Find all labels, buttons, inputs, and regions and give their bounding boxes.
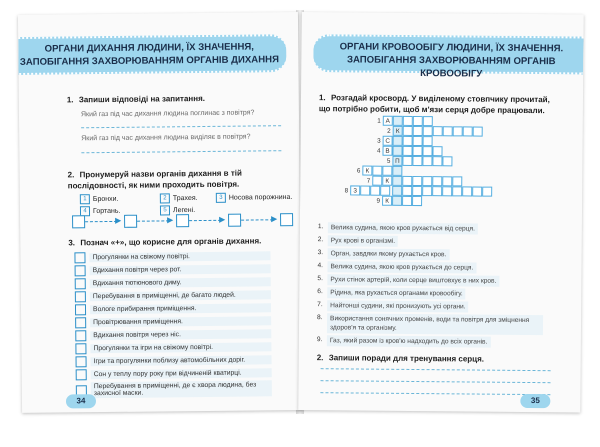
- crossword-cell[interactable]: [412, 156, 422, 166]
- crossword-highlight-cell[interactable]: [392, 196, 402, 206]
- crossword-cell[interactable]: [442, 156, 452, 166]
- crossword-clue: 9. Газ, який разом із кров'ю надходить до всіх органів.: [317, 335, 547, 348]
- left-question-2: 2. Пронумеруй назви органів дихання в тій послідовності, як ними проходить повітря.: [67, 168, 242, 191]
- crossword-cell[interactable]: [463, 126, 473, 136]
- crossword-clue: 5. Рухи стінок артерій, коли серце виштовхує в них кров.: [317, 274, 547, 287]
- organ-item: 4 Гортань.: [80, 206, 121, 216]
- checklist-item: Ігри та прогулянки поблизу автомобільних доріг.: [76, 354, 272, 367]
- checkbox[interactable]: [75, 291, 86, 302]
- checklist-item: Прогулянки на свіжому повітрі.: [74, 250, 270, 263]
- crossword-cell[interactable]: [482, 187, 492, 197]
- row-number: 2: [387, 127, 391, 135]
- crossword-cell[interactable]: [403, 116, 413, 126]
- checkbox[interactable]: [76, 369, 87, 380]
- checklist-item: Прогулянки та ігри на свіжому повітрі.: [75, 341, 271, 354]
- crossword-cell[interactable]: [372, 176, 382, 186]
- q1-sub-question-2: Який газ під час дихання людина виділяє в повітря?: [81, 133, 251, 143]
- organ-item: 1 Бронхи.: [80, 194, 119, 204]
- crossword-cell[interactable]: [433, 126, 443, 136]
- number-box[interactable]: 5: [160, 205, 170, 215]
- arrow-line: [137, 220, 169, 221]
- crossword-cell[interactable]: [402, 156, 412, 166]
- sequence-box[interactable]: [280, 213, 293, 226]
- checkbox[interactable]: [75, 343, 86, 354]
- crossword-cell[interactable]: [413, 116, 423, 126]
- number-box[interactable]: 4: [80, 206, 90, 216]
- crossword-clue: 6. Рідина, яка рухається органами кровообігу.: [317, 287, 547, 300]
- checkbox[interactable]: [75, 317, 86, 328]
- crossword-cell[interactable]: [402, 196, 412, 206]
- q1-sub-question-1: Який газ під час дихання людина поглинає з повітря?: [80, 109, 255, 119]
- checkbox[interactable]: [75, 265, 86, 276]
- answer-line[interactable]: [81, 125, 281, 128]
- row-number: 6: [356, 167, 361, 175]
- arrow-right-icon: ▶: [219, 214, 226, 224]
- organ-item: 3 Носова порожнина.: [216, 192, 293, 203]
- crossword-cell[interactable]: [412, 196, 422, 206]
- arrow-right-icon: ▶: [271, 214, 278, 224]
- crossword-cell[interactable]: [412, 176, 422, 186]
- crossword-cell[interactable]: [422, 186, 432, 196]
- crossword-cell[interactable]: [442, 186, 452, 196]
- right-page: [298, 12, 583, 412]
- checklist-item: Сон у теплу пору року при відчиненій кватирці.: [76, 367, 272, 380]
- crossword-cell[interactable]: [422, 146, 432, 156]
- number-box[interactable]: 2: [160, 193, 170, 203]
- crossword-cell[interactable]: К: [382, 196, 392, 206]
- number-box[interactable]: 1: [80, 194, 90, 204]
- crossword-cell[interactable]: [473, 127, 483, 137]
- crossword-cell[interactable]: [443, 126, 453, 136]
- row-number: 5: [386, 157, 391, 165]
- crossword-clue: 3. Орган, завдяки якому рухається кров.: [318, 248, 548, 261]
- crossword-cell[interactable]: [432, 176, 442, 186]
- answer-line[interactable]: [321, 380, 551, 383]
- left-page-title: ОРГАНИ ДИХАННЯ ЛЮДИНИ, ЇХ ЗНАЧЕННЯ, ЗАПОБІГАННЯ ЗАХВОРЮВАННЯМ ОРГАНІВ ДИХАННЯ: [18, 34, 286, 75]
- arrow-line: [189, 220, 221, 221]
- answer-line[interactable]: [81, 150, 281, 153]
- crossword-cell[interactable]: 3: [350, 185, 360, 195]
- crossword-cell[interactable]: [472, 187, 482, 197]
- crossword-cell[interactable]: [462, 186, 472, 196]
- checklist-item: Провітрювання приміщення.: [75, 315, 271, 328]
- right-question-2: 2. Запиши поради для тренування серця.: [316, 353, 485, 364]
- checklist-item: Вдихання повітря через ніс.: [75, 328, 271, 341]
- crossword-cell[interactable]: [452, 176, 462, 186]
- checklist-item: Вологе прибирання приміщення.: [75, 302, 271, 315]
- crossword-cell[interactable]: [423, 116, 433, 126]
- crossword-cell[interactable]: [412, 146, 422, 156]
- crossword-cell[interactable]: В: [382, 146, 392, 156]
- sequence-box[interactable]: [176, 214, 189, 227]
- checkbox[interactable]: [76, 356, 87, 367]
- crossword-cell[interactable]: [403, 126, 413, 136]
- crossword-cell[interactable]: С: [383, 136, 393, 146]
- crossword-highlight-cell[interactable]: П: [392, 156, 402, 166]
- crossword-clue: 7. Найтонші судини, які пронизують усі органи.: [317, 300, 547, 313]
- row-number: 3: [377, 137, 381, 145]
- sequence-box[interactable]: [124, 215, 137, 228]
- crossword-cell[interactable]: [422, 176, 432, 186]
- crossword-highlight-cell[interactable]: [392, 146, 402, 156]
- crossword-cell[interactable]: [402, 146, 412, 156]
- answer-line[interactable]: [321, 368, 551, 371]
- crossword-cell[interactable]: [402, 186, 412, 196]
- number-box[interactable]: 3: [216, 193, 226, 203]
- row-number: 7: [366, 177, 371, 185]
- crossword-cell[interactable]: [380, 186, 390, 196]
- crossword-cell[interactable]: [382, 166, 392, 176]
- arrow-line: [85, 221, 117, 222]
- crossword-cell[interactable]: [370, 186, 380, 196]
- crossword-clue: 4. Велика судина, якою кров рухається до серця.: [317, 261, 547, 274]
- sequence-box[interactable]: [228, 214, 241, 227]
- crossword-cell[interactable]: [372, 166, 382, 176]
- left-question-3: 3. Познач «+», що корисне для органів дихання.: [68, 236, 262, 248]
- crossword-clue: 8. Використання сонячних променів, води та повітря для зміцнення здоров'я та організму.: [317, 313, 547, 335]
- crossword-cell[interactable]: [423, 136, 433, 146]
- crossword-cell[interactable]: [432, 186, 442, 196]
- crossword-clue: 1. Велика судина, якою кров рухається від серця.: [318, 222, 548, 235]
- checkbox[interactable]: [75, 304, 86, 315]
- crossword-cell[interactable]: К: [382, 176, 392, 186]
- row-number: 8: [344, 187, 349, 195]
- crossword-cell[interactable]: [452, 186, 462, 196]
- crossword-highlight-cell[interactable]: [392, 166, 402, 176]
- answer-line[interactable]: [320, 392, 550, 395]
- crossword-cell[interactable]: [423, 126, 433, 136]
- crossword-cell[interactable]: [422, 156, 432, 166]
- arrow-line: [241, 219, 273, 220]
- sequence-box[interactable]: [72, 215, 85, 228]
- right-page-title: ОРГАНИ КРОВООБІГУ ЛЮДИНИ, ЇХ ЗНАЧЕННЯ. ЗАПОБІГАННЯ ЗАХВОРЮВАННЯМ ОРГАНІВ КРОВООБІГУ: [313, 34, 583, 74]
- crossword-cell[interactable]: [453, 126, 463, 136]
- crossword-cell[interactable]: [432, 146, 442, 156]
- arrow-right-icon: ▶: [115, 215, 122, 225]
- checkbox[interactable]: [75, 278, 86, 289]
- arrow-right-icon: ▶: [167, 215, 174, 225]
- checklist-item: Перебування в приміщенні, де багато людей.: [75, 289, 271, 302]
- row-number: 4: [376, 147, 381, 155]
- checklist-item: Вдихання тютюнового диму.: [75, 276, 271, 289]
- crossword-cell[interactable]: К: [362, 166, 372, 176]
- crossword-highlight-cell[interactable]: К: [393, 126, 403, 136]
- crossword-highlight-cell[interactable]: [393, 116, 403, 126]
- page-number: 34: [66, 394, 96, 408]
- crossword-cell[interactable]: [402, 176, 412, 186]
- left-page: [18, 12, 302, 413]
- crossword-cell[interactable]: [442, 176, 452, 186]
- checkbox[interactable]: [75, 330, 86, 341]
- crossword-cell[interactable]: [432, 156, 442, 166]
- organ-item: 5 Легені.: [160, 205, 195, 215]
- left-question-1: 1. Запиши відповіді на запитання.: [66, 93, 205, 105]
- page-number: 35: [520, 394, 550, 408]
- crossword-highlight-cell[interactable]: [392, 186, 402, 196]
- crossword-cell[interactable]: А: [383, 116, 393, 126]
- row-number: 1: [377, 117, 381, 125]
- row-number: 9: [376, 197, 381, 205]
- right-question-1: 1. Розгадай кросворд. У виділеному стовпчику прочитай, що потрібно робити, щоб м'язи серця добре працювали.: [318, 93, 550, 116]
- checklist-item: Вдихання повітря через рот.: [75, 263, 271, 276]
- crossword-cell[interactable]: [403, 136, 413, 146]
- crossword-cell[interactable]: [360, 186, 370, 196]
- crossword-cell[interactable]: [412, 186, 422, 196]
- checkbox[interactable]: [74, 252, 85, 263]
- crossword-highlight-cell[interactable]: [392, 176, 402, 186]
- crossword-cell[interactable]: [413, 126, 423, 136]
- crossword-highlight-cell[interactable]: [393, 136, 403, 146]
- crossword-cell[interactable]: [413, 136, 423, 146]
- crossword-clue: 2. Рух крові в організмі.: [318, 235, 548, 248]
- organ-item: 2 Трахея.: [160, 193, 198, 203]
- checklist-item: Перебування в приміщенні, де є хвора людина, без захисної маски.: [76, 380, 272, 398]
